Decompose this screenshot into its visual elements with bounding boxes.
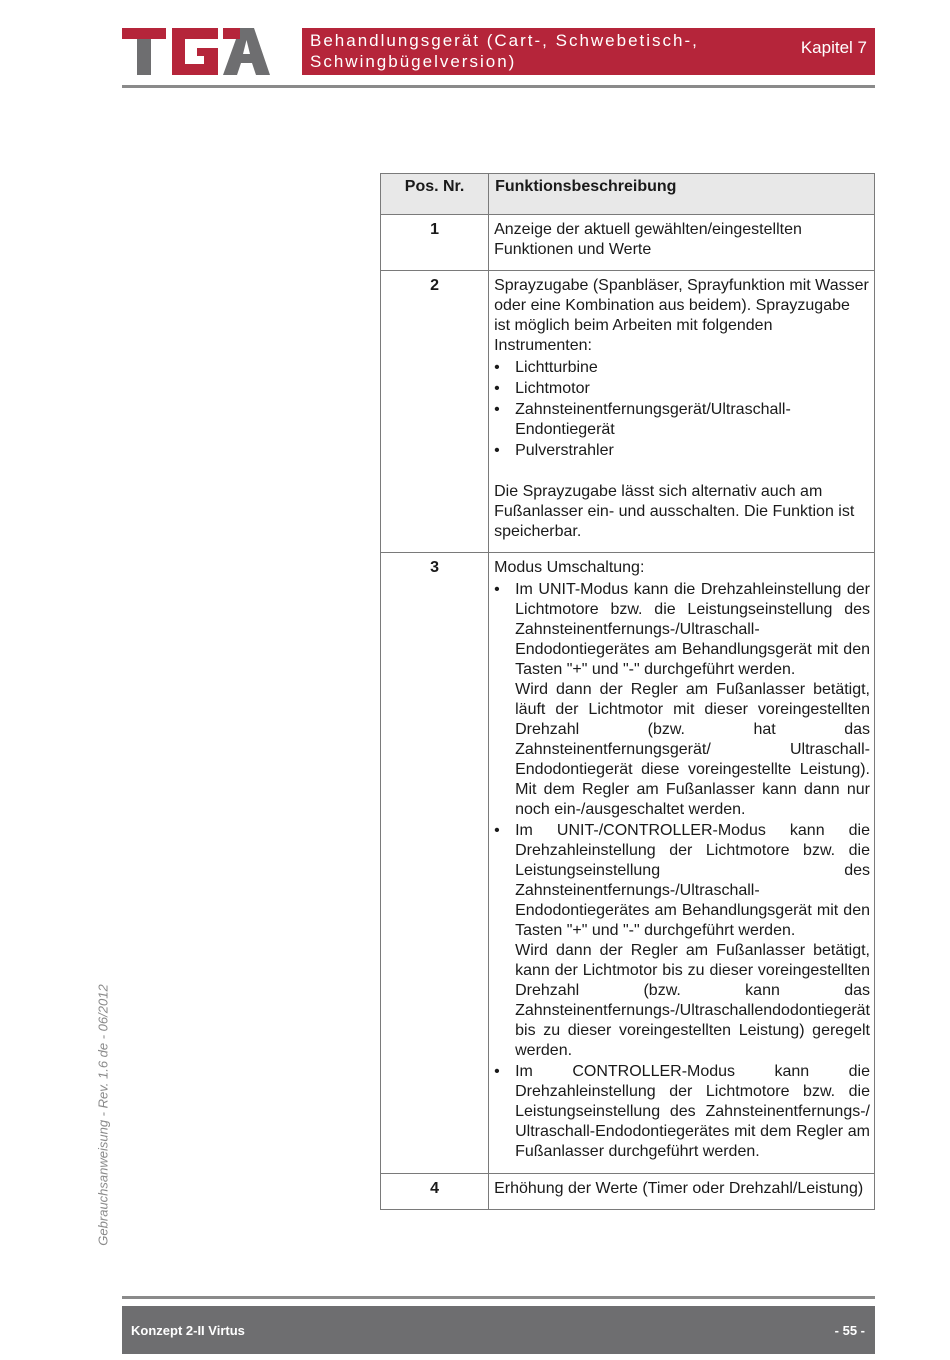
tga-logo xyxy=(122,28,270,75)
list-item xyxy=(494,821,870,1061)
row-position: 2 xyxy=(381,271,489,553)
row-intro: Modus Umschaltung: xyxy=(494,559,645,576)
table-row xyxy=(381,215,875,271)
function-table xyxy=(380,173,875,1210)
list-item xyxy=(494,580,870,820)
row-description xyxy=(489,271,875,553)
list-item: • Pulverstrahler xyxy=(494,441,870,461)
row-position: 4 xyxy=(381,1174,489,1210)
row-outro: Die Sprayzugabe lässt sich alternativ auch am Fußanlasser ein- und ausschalten. Die Funktion ist speicherbar. xyxy=(494,483,855,540)
document-title: Behandlungsgerät (Cart-, Schwebetisch-, Schwingbügelversion) xyxy=(310,31,699,71)
list-item: • Lichtturbine xyxy=(494,358,870,378)
product-name: Konzept 2-II Virtus xyxy=(131,1323,245,1338)
mode-description: • Im UNIT-Modus kann die Drehzahleinstellung der Lichtmotore bzw. die Leistungseinstellung des Zahnsteinentfernungs-/Ultraschall-Endodontiegerätes am Behandlungsgerät mit den Tasten "+" und "-" durchgeführt werden. xyxy=(515,581,870,678)
list-item: • Lichtmotor xyxy=(494,379,870,399)
mode-detail: Wird dann der Regler am Fußanlasser betätigt, läuft der Lichtmotor mit dieser voreingestellten Drehzahl (bzw. hat das Zahnsteinentfernungsgerät/ Ultraschall-Endodontiegerät diese voreingestellte Leistung). Mit dem Regler am Fußanlasser kann dann nur noch ein-/ausgeschaltet werden. xyxy=(515,681,870,818)
table-row xyxy=(381,553,875,1174)
revision-note: Gebrauchsanweisung - Rev. 1.6 de - 06/2012 xyxy=(95,984,111,1246)
row-position: 1 xyxy=(381,215,489,271)
list-item xyxy=(494,1062,870,1162)
mode-list xyxy=(494,580,870,1162)
row-text: Erhöhung der Werte (Timer oder Drehzahl/Leistung) xyxy=(494,1180,864,1197)
row-description xyxy=(489,1174,875,1210)
table-header-row xyxy=(381,174,875,215)
row-description xyxy=(489,553,875,1174)
mode-detail: Wird dann der Regler am Fußanlasser betätigt, kann der Lichtmotor bis zu dieser voreingestellten Drehzahl (bzw. kann das Zahnsteinentfernungs-/Ultraschallendodontiegerät bis zu dieser voreingestellten Leistung) geregelt werden. xyxy=(515,942,870,1059)
mode-description: • Im UNIT-/CONTROLLER-Modus kann die Drehzahleinstellung der Lichtmotore bzw. die Leistungseinstellung des Zahnsteinentfernungs-/Ultraschall-Endodontiegerätes am Behandlungsgerät mit den Tasten "+" und "-" durchgeführt werden. xyxy=(515,822,870,939)
footer-bar xyxy=(122,1306,875,1354)
chapter-label: Kapitel 7 xyxy=(800,38,867,57)
list-item: • Zahnsteinentfernungsgerät/Ultraschall-Endontiegerät xyxy=(494,400,870,440)
column-header-desc: Funktionsbeschreibung xyxy=(489,174,875,215)
header-bar xyxy=(302,28,875,75)
column-header-pos: Pos. Nr. xyxy=(381,174,489,215)
header-divider xyxy=(122,85,875,88)
row-intro: Sprayzugabe (Spanbläser, Sprayfunktion mit Wasser oder eine Kombination aus beidem). Sprayzugabe ist möglich beim Arbeiten mit folgenden Instrumenten: xyxy=(494,277,869,354)
table-row xyxy=(381,271,875,553)
mode-description: • Im CONTROLLER-Modus kann die Drehzahleinstellung der Lichtmotore bzw. die Leistungseinstellung des Zahnsteinentfernungs-/ Ultraschall-Endodontiegerätes mit dem Regler am Fußanlasser durchgeführt werden. xyxy=(515,1063,870,1160)
row-description xyxy=(489,215,875,271)
footer-divider xyxy=(122,1296,875,1299)
row-position: 3 xyxy=(381,553,489,1174)
instrument-list xyxy=(494,358,870,461)
page-number: - 55 - xyxy=(834,1323,865,1338)
row-text: Anzeige der aktuell gewählten/eingestellten Funktionen und Werte xyxy=(494,221,802,258)
table-row xyxy=(381,1174,875,1210)
